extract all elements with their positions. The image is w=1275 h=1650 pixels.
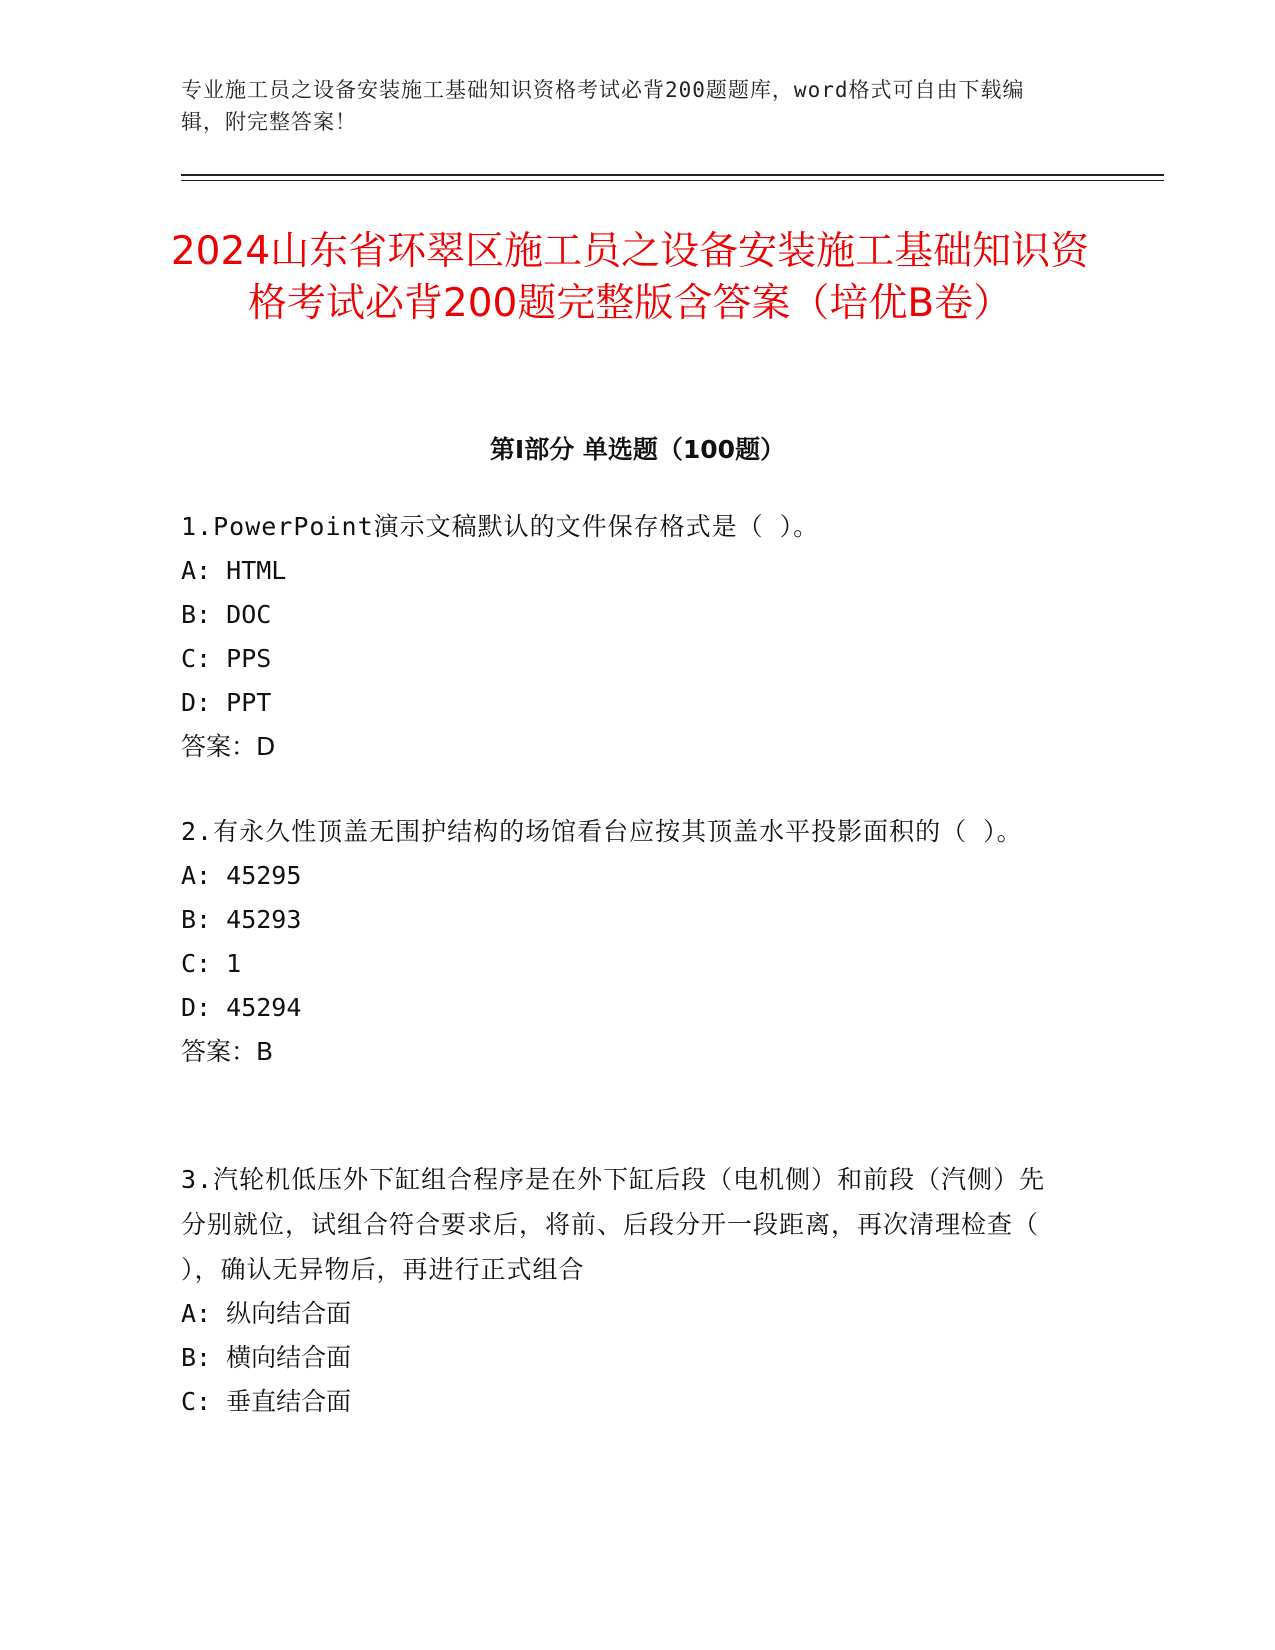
option-a: A: 纵向结合面	[181, 1299, 352, 1328]
option-b: B: DOC	[181, 600, 272, 629]
question-text: 1.PowerPoint演示文稿默认的文件保存格式是（ ）。	[181, 512, 820, 541]
question-text: 3.汽轮机低压外下缸组合程序是在外下缸后段（电机侧）和前段（汽侧）先分别就位，试组合符合要求后，将前、后段分开一段距离，再次清理检查（ ），确认无异物后，再进行正式组合	[181, 1165, 1046, 1284]
answer-line: 答案：B	[181, 1037, 274, 1066]
option-c: C: PPS	[181, 644, 272, 673]
option-b: B: 45293	[181, 905, 302, 934]
question-block	[181, 504, 1061, 769]
option-a: A: 45295	[181, 861, 302, 890]
question-block	[181, 1157, 1061, 1424]
section-title: 第Ⅰ部分 单选题（100题）	[489, 435, 786, 464]
option-c: C: 垂直结合面	[181, 1387, 352, 1416]
option-c: C: 1	[181, 949, 242, 978]
option-d: D: 45294	[181, 993, 302, 1022]
option-a: A: HTML	[181, 556, 287, 585]
answer-line: 答案：D	[181, 732, 276, 761]
header-divider-thin	[181, 180, 1164, 181]
header-note: 专业施工员之设备安装施工基础知识资格考试必背200题题库，word格式可自由下载编辑，附完整答案！	[181, 78, 1025, 134]
question-block	[181, 809, 1061, 1074]
question-text: 2.有永久性顶盖无围护结构的场馆看台应按其顶盖水平投影面积的（ ）。	[181, 817, 1023, 846]
option-b: B: 横向结合面	[181, 1343, 352, 1372]
document-title: 2024山东省环翠区施工员之设备安装施工基础知识资格考试必背200题完整版含答案（培优B卷）	[170, 229, 1090, 326]
header-divider-thick	[181, 174, 1164, 176]
option-d: D: PPT	[181, 688, 272, 717]
